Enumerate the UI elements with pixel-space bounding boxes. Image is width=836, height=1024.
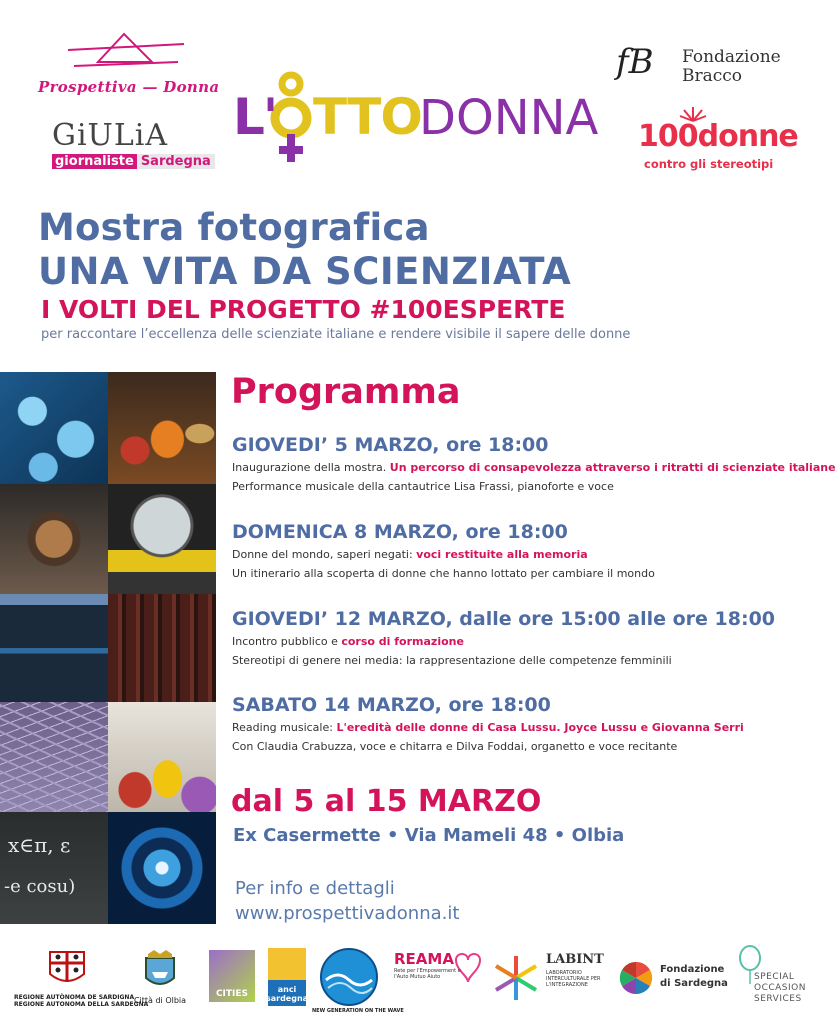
100donne-logo xyxy=(638,105,798,177)
event-detail: Performance musicale della cantautrice Lisa Frassi, pianoforte e voce xyxy=(232,480,614,493)
prospettiva-donna-text: Prospettiva — Donna xyxy=(38,78,220,96)
event-desc: Inaugurazione della mostra. xyxy=(232,461,390,474)
fondazione-bracco-logo xyxy=(616,42,786,88)
sardinia-crest-icon xyxy=(14,948,119,990)
photo-detector xyxy=(108,812,216,924)
venue-address: Ex Casermette • Via Mameli 48 • Olbia xyxy=(233,825,625,846)
event-date: SABATO 14 MARZO, ore 18:00 xyxy=(232,694,551,716)
reama-subtitle: Rete per l'Empowerment e l'Auto Mutuo Aiuto xyxy=(394,968,461,980)
labint-logo xyxy=(490,952,612,1006)
event-desc: Incontro pubblico e xyxy=(232,635,342,648)
event-item xyxy=(232,433,836,493)
lotto-tto: TTO xyxy=(313,88,422,146)
lotto-donna: DONNA xyxy=(419,90,599,146)
info-label: Per info e dettagli xyxy=(235,878,395,899)
wave-globe-icon xyxy=(318,946,380,1008)
giulia-sub-giornaliste: giornaliste xyxy=(52,154,137,169)
event-detail: Un itinerario alla scoperta di donne che hanno lottato per cambiare il mondo xyxy=(232,567,655,580)
sos-line-2: OCCASION xyxy=(754,983,806,993)
photo-monitors xyxy=(0,594,108,702)
lotto-l: L' xyxy=(233,88,277,146)
reama-name: REAMA xyxy=(394,950,454,968)
bracco-mark: fB xyxy=(616,42,654,82)
event-date: DOMENICA 8 MARZO, ore 18:00 xyxy=(232,521,568,543)
labint-subtitle: LABORATORIO INTERCULTURALE PER L'INTEGRAZIONE xyxy=(546,970,601,988)
photo-specimen xyxy=(0,484,108,594)
regione-sardegna-logo xyxy=(14,948,149,1008)
sos-logo xyxy=(736,944,808,1016)
sardegna-caption-2: REGIONE AUTONOMA DELLA SARDEGNA xyxy=(14,1001,149,1008)
photo-cells xyxy=(0,372,108,484)
event-highlight: corso di formazione xyxy=(341,635,464,648)
event-highlight: L'eredità delle donne di Casa Lussu. Joyce Lussu e Giovanna Serri xyxy=(336,721,744,734)
photo-jars xyxy=(108,372,216,484)
people-circle-icon xyxy=(490,952,542,1004)
prospettiva-donna-logo xyxy=(34,34,220,106)
photo-blackboard xyxy=(0,812,108,924)
website-link[interactable]: www.prospettivadonna.it xyxy=(235,903,460,924)
anci-logo: anci sardegna xyxy=(268,948,306,1006)
photo-microscopy xyxy=(0,702,108,812)
photo-beakers xyxy=(108,702,216,812)
photo-books xyxy=(108,594,216,702)
event-item xyxy=(232,520,812,580)
svg-text:-e cosu): -e cosu) xyxy=(4,876,76,897)
svg-text:x∈π, ε: x∈π, ε xyxy=(8,833,71,857)
event-item xyxy=(232,693,812,753)
olbia-crest-icon xyxy=(132,948,188,992)
exhibit-type: Mostra fotografica xyxy=(38,206,430,249)
new-generation-logo xyxy=(312,946,404,1014)
event-detail: Stereotipi di genere nei media: la rappresentazione delle competenze femminili xyxy=(232,654,672,667)
olbia-caption: Città di Olbia xyxy=(133,996,187,1005)
event-desc: Reading musicale: xyxy=(232,721,337,734)
event-desc: Donne del mondo, saperi negati: xyxy=(232,548,417,561)
event-highlight: Un percorso di consapevolezza attraverso i ritratti di scienziate italiane xyxy=(389,461,836,474)
programme-heading: Programma xyxy=(231,372,461,412)
sponsor-footer xyxy=(0,940,819,1024)
exhibit-title: UNA VITA DA SCIENZIATA xyxy=(38,250,572,293)
labint-name: LABINT xyxy=(546,952,604,967)
pyramid-icon xyxy=(64,34,194,78)
event-date: GIOVEDI’ 12 MARZO, dalle ore 15:00 alle ore 18:00 xyxy=(232,608,776,630)
bracco-name-1: Fondazione xyxy=(682,47,781,67)
exhibit-project: I VOLTI DEL PROGETTO #100ESPERTE xyxy=(41,295,566,324)
sos-line-3: SERVICES xyxy=(754,994,802,1004)
fondazione-sardegna-logo xyxy=(618,960,730,1000)
giulia-name: GiULiA xyxy=(52,118,169,153)
photo-collage xyxy=(0,372,216,924)
giulia-logo xyxy=(52,118,211,169)
date-range: dal 5 al 15 MARZO xyxy=(231,784,542,819)
fds-name-2: di Sardegna xyxy=(660,978,728,989)
giulia-sub-sardegna: Sardegna xyxy=(137,154,215,169)
sardegna-caption-1: REGIONE AUTÒNOMA DE SARDIGNA xyxy=(14,994,135,1001)
new-generation-caption: NEW GENERATION ON THE WAVE xyxy=(312,1008,404,1014)
exhibit-subtitle: per raccontare l’eccellenza delle scienziate italiane e rendere visibile il sapere delle donne xyxy=(41,327,631,342)
cities-logo: CITIES xyxy=(209,950,255,1002)
bracco-name-2: Bracco xyxy=(682,66,743,86)
formula-icon xyxy=(0,812,108,924)
reama-logo xyxy=(394,950,480,980)
event-highlight: voci restituite alla memoria xyxy=(416,548,588,561)
fds-name-1: Fondazione xyxy=(660,964,725,975)
sos-line-1: SPECIAL xyxy=(754,972,795,982)
event-date: GIOVEDI’ 5 MARZO, ore 18:00 xyxy=(232,434,549,456)
citta-olbia-logo xyxy=(132,948,188,1005)
pinwheel-icon xyxy=(618,960,654,996)
event-item xyxy=(232,607,812,667)
100donne-subtitle: contro gli stereotipi xyxy=(644,157,774,171)
photo-flask xyxy=(108,484,216,594)
100donne-title: 100donne xyxy=(638,119,798,154)
lotto-donna-logo xyxy=(233,72,613,168)
event-detail: Con Claudia Crabuzza, voce e chitarra e Dilva Foddai, organetto e voce recitante xyxy=(232,740,678,753)
